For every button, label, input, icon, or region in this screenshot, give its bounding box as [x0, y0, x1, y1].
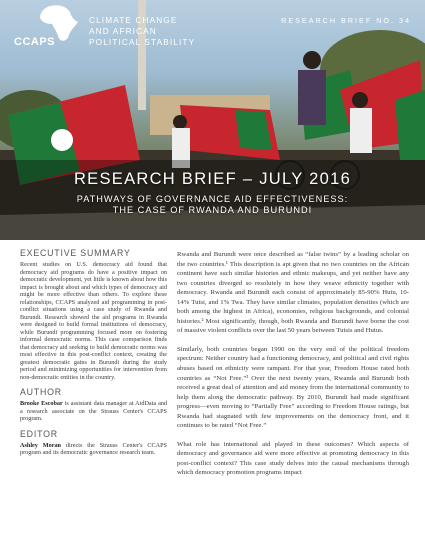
editor-name: Ashley Moran	[20, 441, 61, 449]
sidebar	[20, 248, 167, 463]
editor-heading: EDITOR	[20, 428, 58, 439]
body-paragraph: Rwanda and Burundi were once described as “false twins” by a leading scholar on the two countries.¹ This description is apt given that no two countries on the African continent have such similar histories and ethnic makeups, and yet neither have any two countries diverged so resolutely in how they weave ethnicity together with democracy. Rwanda and Burundi each consist of approximately 85-90% Hutu, 10-14% Tutsi, and 1% Twa. They have similar climates, population densities (which are both among the highest in Africa), economies, religious backgrounds, and colonial histories.² Most significantly, though, both Rwanda and Burundi have borne the cost of massive violent conflicts over the last 50 years between Tutsis and Hutus.	[177, 251, 409, 335]
hero-banner	[0, 0, 425, 240]
main-body	[177, 250, 409, 487]
summary-text: Recent studies on U.S. democracy aid found that democracy aid programs do have a positive impact on democratic development, yet little is known about how this impact is brought about and which types of democracy aid might be more effective than others. To explore these relationships, CCAPS analyzed aid programming in post-conflict situations using a case study of Rwanda and Burundi. Research showed the aid programs in Rwanda were designed to build formal institutions of democracy, while Burundi programming focused more on fostering informal democratic norms. This case comparison finds that democracy aid seeking to build democratic norms was most effective in this post-conflict context, creating the greatest democratic gains in Burundi during the study period and minimizing opportunities for intervention from non-democratic entities in the country.	[20, 261, 167, 381]
hero-title: RESEARCH BRIEF – JULY 2016	[73, 170, 352, 188]
hero-subtitle: PATHWAYS OF GOVERNANCE AID EFFECTIVENESS: THE CASE OF RWANDA AND BURUNDI	[76, 194, 349, 215]
ccaps-logo: CCAPS	[14, 36, 56, 48]
editor-bio: Ashley Moran directs the Strauss Center's CCAPS program and its democratic governance research team.	[20, 441, 167, 456]
logo-tagline: CLIMATE CHANGE AND AFRICAN POLITICAL STABILITY	[89, 15, 196, 47]
brief-number: RESEARCH BRIEF NO. 34	[281, 16, 411, 25]
author-name: Brooke Escobar	[20, 400, 63, 407]
body-paragraph: Similarly, both countries began 1990 on the very end of the political freedom spectrum: Neither country had a functioning democracy, and political and civil rights abuses based on ethnicity were rampant. For that year, Freedom House rated both countries as “Not Free.”³ Over the next twenty years, Rwanda and Burundi both received a great deal of attention and aid money from the international community to help them along the democratic pathway. By 2010, Burundi had made significant progress—even moving to “Partially Free” according to Freedom House ratings, but Rwanda had stagnated with few improvements on the democracy front, and it continues to be rated “Not Free.”	[177, 345, 409, 430]
author-bio: Brooke Escobar is assistant data manager at AidData and a research associate on the Strauss Center's CCAPS program.	[20, 400, 168, 422]
body-paragraph: What role has international aid played in these outcomes? Which aspects of democracy and governance aid were more effective at promoting democracy in this post-conflict context? This case study delves into the causal mechanisms through which democracy promotion programs impact	[177, 440, 409, 477]
summary-heading: EXECUTIVE SUMMARY	[20, 248, 131, 258]
author-heading: AUTHOR	[20, 387, 62, 397]
